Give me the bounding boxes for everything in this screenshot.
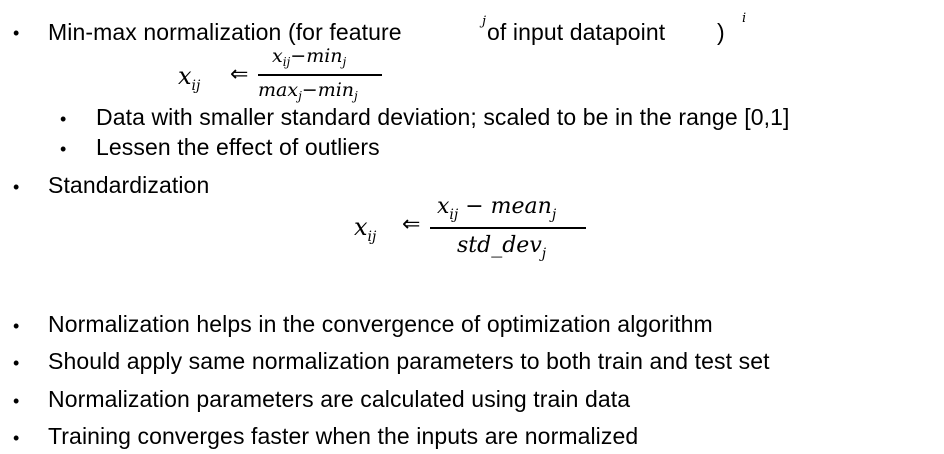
bullet-dot: • [13,23,20,43]
standardization-heading: Standardization [48,172,210,198]
sub-bullet-dot: • [60,109,67,129]
minmax-heading-close: ) [717,19,725,45]
datapoint-index-i: i [742,11,747,26]
formula2-arrow: ⇐ [402,212,421,237]
bullet-dot: • [13,428,20,448]
bullet-dot: • [13,391,20,411]
formula2-fraction-bar [430,227,586,229]
feature-index-j: j [482,14,487,29]
bottom-bullet-3: Normalization parameters are calculated using train data [48,386,631,412]
formula1-numerator: $x_{ij}-\min_j$ [272,45,347,69]
sub-bullet-1: Data with smaller standard deviation; scaled to be in the range [0,1] [96,104,790,130]
formula1-lhs: $x_{ij}$ [178,62,201,94]
formula1-denominator: $\max_j-\min_j$ [258,79,358,103]
formula2-denominator: std_dev$_j$ [457,233,547,262]
sub-bullet-2: Lessen the effect of outliers [96,134,380,160]
minmax-heading: Min-max normalization (for feature [48,19,402,45]
minmax-heading-middle: of input datapoint [487,19,666,45]
bottom-bullet-1: Normalization helps in the convergence of optimization algorithm [48,311,713,337]
formula1-arrow: ⇐ [230,62,249,87]
formula2-lhs: $x_{ij}$ [354,213,377,245]
bullet-dot: • [13,353,20,373]
sub-bullet-dot: • [60,139,67,159]
bullet-dot: • [13,177,20,197]
bottom-bullet-2: Should apply same normalization parameters to both train and test set [48,348,770,374]
formula2-numerator: $x_{ij}$ − mean$_j$ [437,194,557,223]
bullet-dot: • [13,316,20,336]
bottom-bullet-4: Training converges faster when the inputs are normalized [48,423,639,449]
formula1-fraction-bar [258,74,382,76]
